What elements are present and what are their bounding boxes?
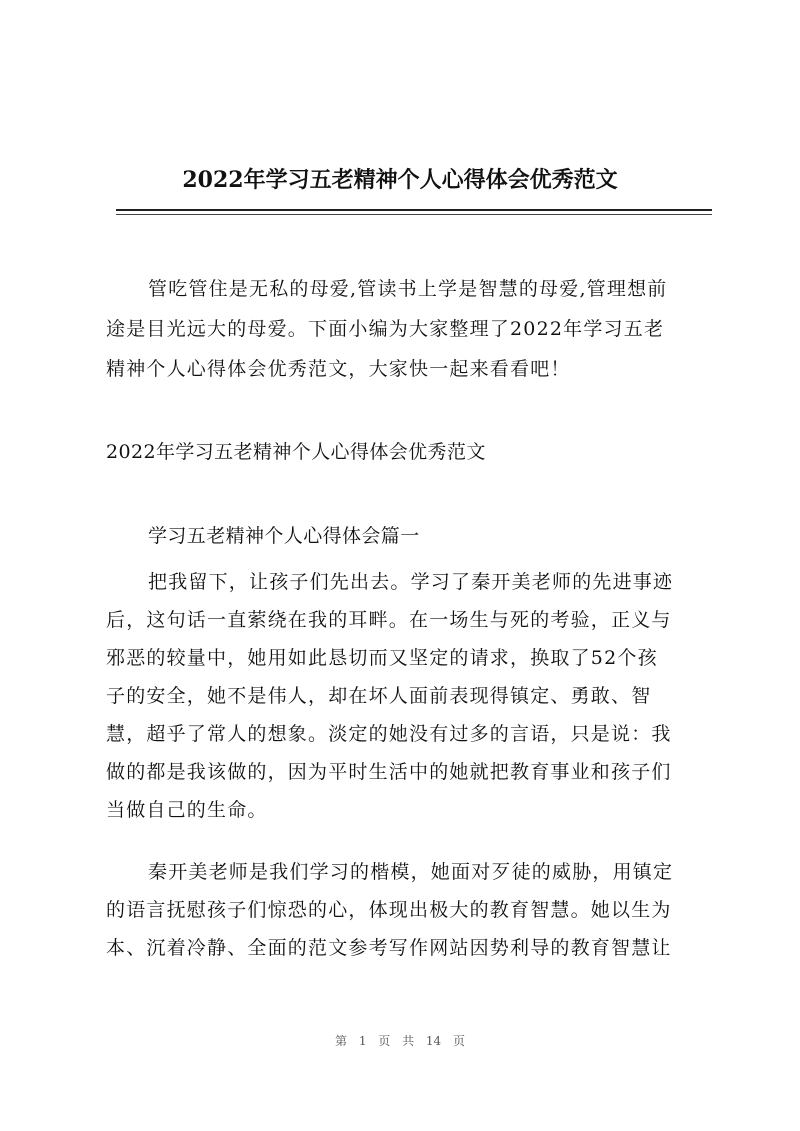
title-divider xyxy=(116,209,712,211)
article-title: 学习五老精神个人心得体会篇一 xyxy=(148,525,420,547)
intro-line: 途是目光远大的母爱。下面小编为大家整理了2022年学习五老 xyxy=(106,318,665,340)
paragraph-line: 做的都是我该做的，因为平时生活中的她就把教育事业和孩子们 xyxy=(106,761,672,783)
paragraph-line: 秦开美老师是我们学习的楷模，她面对歹徒的威胁，用镇定 xyxy=(148,861,674,883)
section-heading: 2022年学习五老精神个人心得体会优秀范文 xyxy=(106,441,486,463)
paragraph-line: 慧，超乎了常人的想象。淡定的她没有过多的言语，只是说：我 xyxy=(106,723,672,745)
paragraph-line: 邪恶的较量中，她用如此恳切而又坚定的请求，换取了52个孩 xyxy=(106,647,658,669)
intro-line: 管吃管住是无私的母爱,管读书上学是智慧的母爱,管理想前 xyxy=(148,278,668,300)
page-number-footer: 第 1 页 共 14 页 xyxy=(335,1034,465,1048)
intro-line: 精神个人心得体会优秀范文，大家快一起来看看吧！ xyxy=(106,358,571,380)
title-divider-thin xyxy=(116,214,712,215)
paragraph-line: 当做自己的生命。 xyxy=(106,799,268,821)
paragraph-line: 的语言抚慰孩子们惊恐的心，体现出极大的教育智慧。她以生为 xyxy=(106,899,672,921)
paragraph-line: 子的安全，她不是伟人，却在坏人面前表现得镇定、勇敢、智 xyxy=(106,685,652,707)
page-title: 2022年学习五老精神个人心得体会优秀范文 xyxy=(182,167,618,193)
paragraph-line: 后，这句话一直萦绕在我的耳畔。在一场生与死的考验，正义与 xyxy=(106,609,672,631)
paragraph-line: 把我留下，让孩子们先出去。学习了秦开美老师的先进事迹 xyxy=(148,571,674,593)
paragraph-line: 本、沉着冷静、全面的范文参考写作网站因势利导的教育智慧让 xyxy=(106,937,672,959)
